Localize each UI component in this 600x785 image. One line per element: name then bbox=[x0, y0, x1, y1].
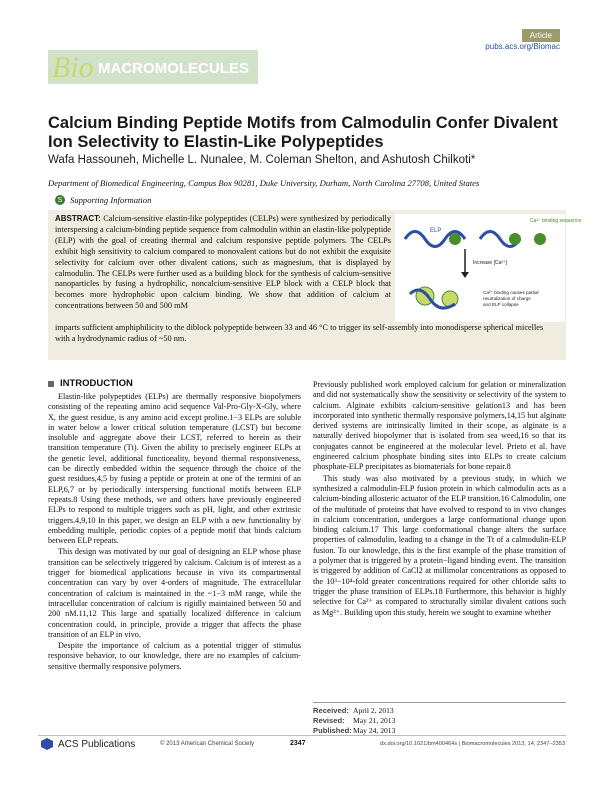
paragraph: Despite the importance of calcium as a potential trigger of stimulus responsive behavior, to our knowledge, there are no examples of calcium-sensitive thermally responsive polymers. bbox=[48, 641, 301, 671]
toc-elp-label: ELP bbox=[430, 228, 442, 234]
heading-square-icon bbox=[48, 381, 54, 387]
footer-divider bbox=[38, 735, 566, 736]
column-left bbox=[48, 392, 301, 672]
paragraph: This study was also motivated by a previous study, in which we synthesized a calmodulin-ELP fusion protein in which calmodulin acts as a calcium-binding allosteric actuator of the ELP transition.16 Calmodulin, one of the multitude of proteins that have evolved to respond to in vivo changes in calcium concentration, undergoes a large conformational change upon binding calcium.17 This large conformational change alters the surface properties of calmodulin, leading to a change in the Tt of a calmodulin-ELP fusion. To our knowledge, this is the first example of the phase transition of a polymer that is triggered by a protein−ligand binding event. The transition is triggered by addition of CaCl2 at millimolar concentrations as opposed to the 10³−10⁴-fold greater concentrations required for other chloride salts to trigger the phase transition of ELPs.18 Furthermore, this behavior is highly selective for Ca²⁺ as compared to structurally similar divalent cations such as Mg²⁺. Building upon this study, herein we sought to examine whether bbox=[313, 473, 566, 617]
affiliation: Department of Biomedical Engineering, Campus Box 90281, Duke University, Durham, North Carolina 27708, United States bbox=[48, 178, 480, 188]
column-right bbox=[313, 380, 566, 618]
doi-citation[interactable]: dx.doi.org/10.1021/bm400464s | Biomacromolecules 2013, 14, 2347−2353 bbox=[380, 741, 566, 747]
published-date: May 24, 2013 bbox=[353, 726, 396, 735]
page-number: 2347 bbox=[290, 740, 306, 747]
logo-prefix: Bio bbox=[52, 51, 94, 84]
paragraph: This design was motivated by our goal of designing an ELP whose phase transition can be selectively triggered by calcium. Calcium is of interest as a trigger for biomedical applications because in vivo its compartmental concentration can vary by over 4-orders of magnitude. The extracellular concentration of calcium is maintained in the ~1−3 mM range, while the intracellular concentration of calcium is rigidly maintained between 50 and 200 nM.11,12 This large and spatially localized difference in calcium concentration could, in principle, provide a trigger that affects the phase transition of an ELP in vivo. bbox=[48, 547, 301, 639]
publisher-name: ACS Publications bbox=[58, 738, 136, 750]
abstract-label: ABSTRACT: bbox=[55, 214, 101, 223]
article-title: Calcium Binding Peptide Motifs from Calmodulin Confer Divalent Ion Selectivity to Elastin-Like Polypeptides bbox=[48, 114, 558, 151]
toc-caption-1: Ca²⁺ binding causes partial bbox=[483, 290, 539, 295]
toc-graphic bbox=[395, 214, 582, 322]
section-heading bbox=[48, 378, 133, 389]
toc-caption-2: neutralization of charge bbox=[483, 296, 531, 301]
paragraph: Elastin-like polypeptides (ELPs) are thermally responsive biopolymers consisting of the repeating amino acid sequence Val-Pro-Gly-X-Gly, where X, the guest residue, is any amino acid except proline.1−3 ELPs are soluble in water below a lower critical solution temperature (LCST) but become insoluble and aggregate above their LCST, referred to herein as their transition temperature (Tt). Given the ability to precisely engineer ELPs at the genetic level, additional functionality, beyond thermal responsiveness, can be directly embedded within the sequence through the choice of the guest residues,4,5 by fusing a peptide or protein at one of the termini of an ELP,6,7 or by periodically interspersing functional motifs between ELP repeats.8 Using these methods, we and others have previously engineered ELPs to respond to multiple triggers such as pH, light, and other extrinsic triggers.4,9,10 In this paper, we design an ELP with a new functionality by embedding multiple, periodic copies of a peptide motif that binds calcium between ELP repeats. bbox=[48, 392, 301, 546]
revised-date: May 21, 2013 bbox=[353, 716, 396, 725]
author-list: Wafa Hassouneh, Michelle L. Nunalee, M. Coleman Shelton, and Ashutosh Chilkoti* bbox=[48, 154, 476, 166]
received-date: April 2, 2013 bbox=[353, 706, 394, 715]
intro-heading-label: INTRODUCTION bbox=[60, 378, 133, 389]
toc-caption-3: and ELP collapse bbox=[483, 302, 519, 307]
received-label: Received: bbox=[313, 706, 349, 715]
abstract-body: Calcium-sensitive elastin-like polypeptides (CELPs) were synthesized by periodically interspersing a calcium-binding peptide sequence from calmodulin within an elastin-like polypeptide (ELP) with the goal of creating thermal and calcium responsive peptide polymers. The CELPs exhibit high sensitivity to calcium compared to monovalent cations but do not exhibit the exquisite selectivity for calcium over other divalent cations, such as magnesium, that is displayed by calmodulin. The CELPs were further used as a building block for the synthesis of calcium-sensitive nanoparticles by fusing a hydrophilic, noncalcium-sensitive ELP block with a CELP block that becomes more hydrophobic upon calcium binding. We show that addition of calcium at concentrations between 50 and 500 mM bbox=[55, 214, 391, 311]
published-label: Published: bbox=[313, 726, 352, 735]
journal-logo bbox=[48, 50, 258, 84]
journal-url[interactable]: pubs.acs.org/Biomac bbox=[485, 42, 560, 51]
article-badge: Article bbox=[522, 29, 560, 42]
supporting-info-icon: S bbox=[55, 195, 65, 205]
toc-increase-label: Increase [Ca²⁺] bbox=[473, 260, 508, 266]
supporting-info-link[interactable] bbox=[55, 195, 151, 205]
abstract-text bbox=[55, 214, 391, 312]
logo-suffix: MACROMOLECULES bbox=[98, 60, 249, 77]
supporting-info-label: Supporting Information bbox=[70, 195, 152, 205]
publisher-logo bbox=[40, 737, 135, 751]
copyright: © 2013 American Chemical Society bbox=[160, 741, 255, 747]
acs-hex-icon bbox=[40, 737, 54, 751]
revised-label: Revised: bbox=[313, 716, 345, 725]
paragraph: Previously published work employed calcium for gelation or mineralization and did not systematically show the sensitivity or selectivity of the system to calcium. Alginate exhibits calcium-sensitive gelation13 and has been incorporated into synthetic thermally responsive polymers,14,15 but alginate derived systems are intrinsically limited in their scope, as alginate is a naturally derived biopolymer that is isolated from sea weed,16 so that its conjugates cannot be engineered at the molecular level. Prieto et al. have engineered calcium phosphate binding sites into ELPs to create calcium phosphate-ELP precipitates as biomaterials for bone repair.8 bbox=[313, 380, 566, 472]
publication-dates bbox=[313, 702, 566, 736]
toc-binding-label: Ca²⁺ binding sequence bbox=[530, 218, 582, 224]
abstract-tail: imparts sufficient amphiphilicity to the diblock polypeptide between 33 and 46 °C to trigger its self-assembly into monodisperse spherical micelles with a hydrodynamic radius of ~50 nm. bbox=[55, 323, 544, 343]
